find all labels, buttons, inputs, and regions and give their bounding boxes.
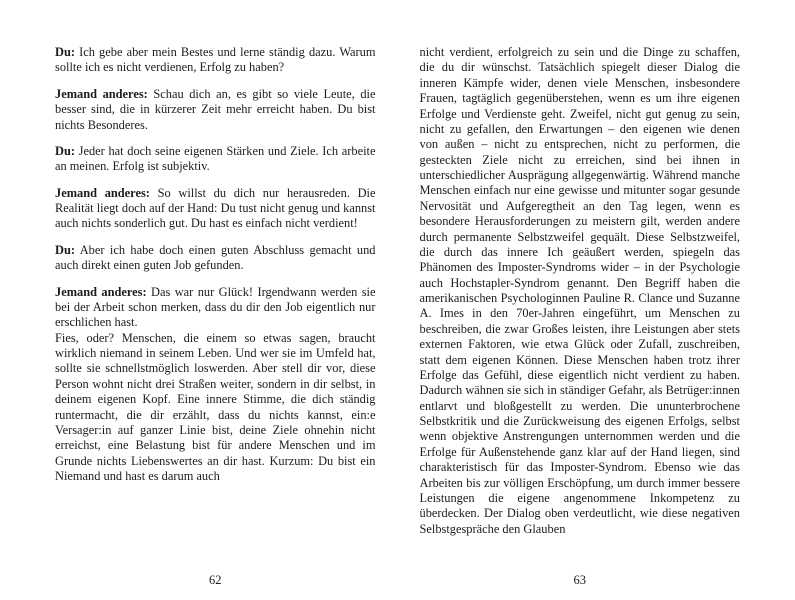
left-body-paragraph: Fies, oder? Menschen, die einem so etwas sagen, braucht wirklich niemand in seinem Leben. Und wer sie im Umfeld hat, sollte sie schnellstmöglich loswerden. Aber stell dir vor, diese Person wohnt nicht drei Straßen weiter, sondern in dir selbst, in deinem eigenen Kopf. Eine innere Stimme, die dich ständig runtermacht, die dir erzählt, dass du nichts kannst, ein:e Versager:in auf ganzer Linie bist, deine Ziele ohnehin nicht erreichst, eine Belastung bist für andere Menschen und im Grunde nichts Liebenswertes an dir hast. Kurzum: Du bist ein Niemand und hast es darum auch: [55, 330, 376, 483]
dialog-speaker: Du:: [55, 45, 75, 59]
dialog-speaker: Jemand anderes:: [55, 284, 147, 299]
right-page-body: [420, 45, 741, 537]
dialog-speaker: Jemand anderes:: [55, 86, 148, 101]
dialog-speaker: Jemand anderes:: [55, 185, 150, 200]
dialog-speaker: Du:: [55, 242, 75, 257]
dialog-paragraph: [55, 186, 376, 232]
dialog-text: Schau dich an, es gibt so viele Leute, die besser sind, die in kürzerer Zeit mehr erreicht haben. Du bist nichts Besonderes.: [55, 86, 376, 132]
dialog-paragraph: [55, 87, 376, 133]
dialog-speaker: Du:: [55, 143, 75, 158]
dialog-text: Das war nur Glück! Irgendwann werden sie bei der Arbeit schon merken, dass du dir den Job eigentlich nur erschlichen hast.: [55, 284, 376, 330]
dialog-section: [55, 45, 376, 331]
page-right: [420, 45, 741, 590]
dialog-paragraph: [55, 285, 376, 331]
dialog-text: So willst du dich nur herausreden. Die Realität liegt doch auf der Hand: Du tust nicht genug und kannst auch nichts sonderlich gut. Du hast es einfach nicht verdient!: [55, 185, 376, 231]
dialog-text: Ich gebe aber mein Bestes und lerne ständig dazu. Warum sollte ich es nicht verdienen, Erfolg zu haben?: [55, 45, 376, 75]
left-page-body: [55, 45, 376, 484]
dialog-paragraph: [55, 144, 376, 175]
dialog-text: Jeder hat doch seine eigenen Stärken und Ziele. Ich arbeite an meinen. Erfolg ist subjektiv.: [55, 143, 376, 174]
dialog-text: Aber ich habe doch einen guten Abschluss gemacht und auch direkt einen guten Job gefunden.: [55, 242, 376, 273]
dialog-paragraph: [55, 45, 376, 76]
dialog-paragraph: [55, 243, 376, 274]
page-number-right: 63: [573, 573, 586, 587]
page-left: [55, 45, 376, 590]
right-body-paragraph: nicht verdient, erfolgreich zu sein und die Dinge zu schaffen, die du dir wünschst. Tatsächlich spiegelt dieser Dialog die inneren Kämpfe wider, denen viele Menschen, insbesondere Frauen, tagtäglich gegenüberstehen, wenn es um ihre eigenen Erfolge und Verdienste geht. Zweifel, nicht gut genug zu sein, nicht zu gefallen, den Erwartungen – den eigenen wie denen von außen – nicht zu entsprechen, nicht zu performen, die gesteckten Ziele nicht zu erreichen, sind bei ihnen in unterschiedlicher Ausprägung allgegenwärtig. Während manche Menschen einfach nur eine gewisse und mitunter sogar gesunde Nervosität und Aufgeregtheit an den Tag legen, wenn es besondere Herausforderungen zu meistern gilt, werden andere durch permanente Selbstzweifel gequält. Diese Selbstzweifel, die durch das innere Ich geäußert werden, spiegeln das Phänomen des Imposter-Syndroms wider – in der Psychologie auch Hochstapler-Syndrom genannt. Den Begriff haben die amerikanischen Psychologinnen Pauline R. Clance und Suzanne A. Imes in den 70er-Jahren eingeführt, um Menschen zu beschreiben, die zwar Großes leisten, ihre Leistungen aber stets externen Faktoren, wie etwa Glück oder Zufall, zuschreiben, statt dem eigenen Können. Diese Menschen haben trotz ihrer Erfolge das Gefühl, diese eigentlich nicht verdient zu haben. Dadurch wähnen sie sich in ständiger Gefahr, als Betrüger:innen entlarvt und bloßgestellt zu werden. Die ununterbrochene Selbstkritik und die Zurückweisung des eigenen Erfolgs, selbst wenn objektive Anstrengungen unternommen werden und die Erfolge für Außenstehende ganz klar auf der Hand liegen, sind charakteristisch für das Imposter-Syndrom. Ebenso wie das Arbeiten bis zur völligen Erschöpfung, um durch immer bessere Leistungen die eigene angenommene Inkompetenz zu überdecken. Der Dialog oben verdeutlicht, wie diese negativen Selbstgespräche den Glauben: [419, 45, 740, 536]
page-number-left: 62: [209, 573, 222, 587]
